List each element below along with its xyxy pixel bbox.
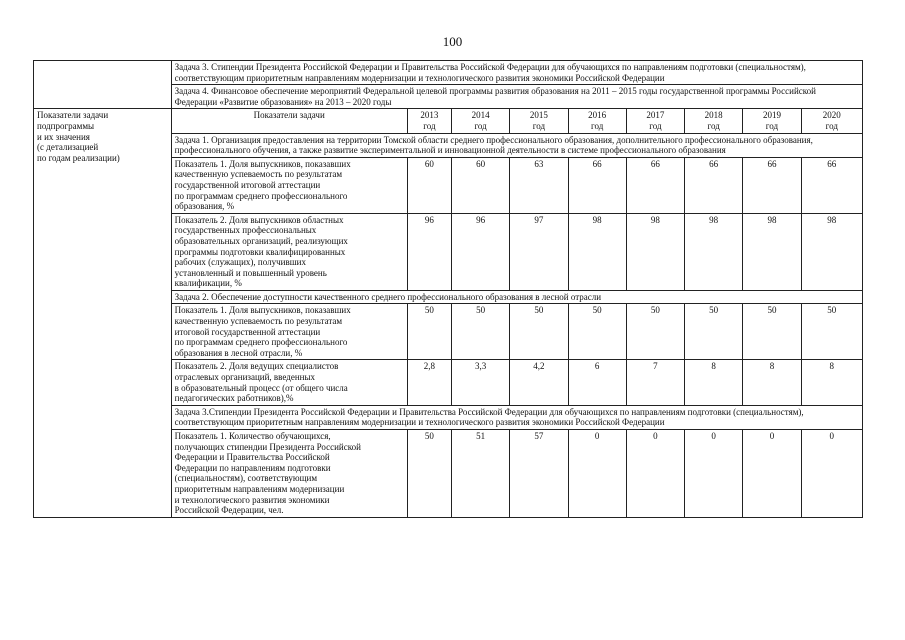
indicator-value: 98 (685, 213, 743, 290)
indicator-value: 98 (743, 213, 801, 290)
header-row (34, 109, 863, 133)
indicator-value: 66 (743, 157, 801, 213)
task-row (34, 61, 863, 85)
indicator-value: 60 (451, 157, 509, 213)
year-header (451, 109, 509, 133)
year-unit: год (649, 120, 662, 131)
indicator-value: 98 (568, 213, 626, 290)
indicator-value: 0 (626, 430, 684, 518)
indicator-value: 60 (407, 157, 451, 213)
year-header (510, 109, 568, 133)
indicator-value: 8 (801, 360, 862, 405)
task-title: Задача 3. Стипендии Президента Российской Федерации и Правительства Российской Федерации для обучающихся по направлениям подготовки (специальностям), соответствующим приоритетным направлениям модернизации и технологического развития экономики Российской Федерации (171, 61, 862, 85)
section-title: Задача 2. Обеспечение доступности качественного среднего профессионального образования в лесной отрасли (171, 290, 862, 304)
indicator-value: 96 (451, 213, 509, 290)
indicator-value: 96 (407, 213, 451, 290)
indicator-value: 8 (743, 360, 801, 405)
year-header (801, 109, 862, 133)
indicator-value: 50 (568, 304, 626, 360)
year-unit: год (474, 120, 487, 131)
year-unit: год (825, 120, 838, 131)
empty-label-cell (34, 61, 172, 109)
year-label: 2015 (529, 110, 548, 121)
year-header (568, 109, 626, 133)
indicator-value: 66 (626, 157, 684, 213)
indicator-value: 0 (801, 430, 862, 518)
year-header (626, 109, 684, 133)
year-label: 2020 (822, 110, 841, 121)
indicator-text: Показатель 1. Доля выпускников, показавших качественную успеваемость по результатам итоговой государственной аттестации по программам среднего профессионального образования в лесной отрасли, % (171, 304, 407, 360)
indicator-value: 57 (510, 430, 568, 518)
indicator-value: 6 (568, 360, 626, 405)
task-title: Задача 4. Финансовое обеспечение мероприятий Федеральной целевой программы развития образования на 2011 – 2015 годы государственной программы Российской Федерации «Развитие образования» на 2013 – 2020 годы (171, 85, 862, 109)
indicator-value: 0 (743, 430, 801, 518)
indicator-value: 98 (626, 213, 684, 290)
program-indicators-table (33, 60, 863, 518)
indicator-value: 0 (568, 430, 626, 518)
year-label: 2016 (588, 110, 607, 121)
indicator-value: 50 (685, 304, 743, 360)
year-unit: год (423, 120, 436, 131)
indicator-text: Показатель 1. Количество обучающихся, получающих стипендии Президента Российской Федерации и Правительства Российской Федерации по направлениям подготовки (специальностям), соответствующим приоритетным направлениям модернизации и технологического развития экономики Российской Федерации, чел. (171, 430, 407, 518)
indicator-value: 8 (685, 360, 743, 405)
indicator-value: 50 (626, 304, 684, 360)
section-title: Задача 3.Стипендии Президента Российской Федерации и Правительства Российской Федерации для обучающихся по направлениям подготовки (специальностям), соответствующим приоритетным направлениям модернизации и технологического развития экономики Российской Федерации (171, 405, 862, 429)
indicator-value: 66 (568, 157, 626, 213)
year-unit: год (591, 120, 604, 131)
indicator-value: 7 (626, 360, 684, 405)
year-label: 2013 (420, 110, 439, 121)
indicator-value: 0 (685, 430, 743, 518)
year-label: 2019 (762, 110, 781, 121)
indicator-value: 50 (510, 304, 568, 360)
indicator-value: 63 (510, 157, 568, 213)
year-label: 2018 (704, 110, 723, 121)
year-header (685, 109, 743, 133)
year-label: 2014 (471, 110, 490, 121)
indicators-header: Показатели задачи (171, 109, 407, 133)
section-title: Задача 1. Организация предоставления на территории Томской области среднего профессионального образования, дополнительного профессионального образования, профессионального обучения, а также развитие экспериментальной и инновационной деятельности в системе профессионального образования (171, 133, 862, 157)
indicator-value: 66 (685, 157, 743, 213)
indicator-value: 50 (407, 430, 451, 518)
page-number: 100 (442, 34, 463, 49)
left-label: Показатели задачи подпрограммы и их значения (с детализацией по годам реализации) (34, 109, 172, 517)
indicator-text: Показатель 2. Доля ведущих специалистов отраслевых организаций, введенных в образовательный процесс (от общего числа педагогических работников),% (171, 360, 407, 405)
indicator-value: 66 (801, 157, 862, 213)
indicator-value: 50 (801, 304, 862, 360)
year-unit: год (765, 120, 779, 131)
indicator-value: 50 (407, 304, 451, 360)
year-label: 2017 (646, 110, 665, 121)
year-unit: год (707, 120, 720, 131)
indicator-value: 3,3 (451, 360, 509, 405)
indicator-value: 98 (801, 213, 862, 290)
indicator-value: 51 (451, 430, 509, 518)
year-unit: год (532, 120, 546, 131)
year-header (407, 109, 451, 133)
indicator-text: Показатель 1. Доля выпускников, показавших качественную успеваемость по результатам государственной итоговой аттестации по программам среднего профессионального образования, % (171, 157, 407, 213)
indicator-value: 2,8 (407, 360, 451, 405)
indicator-value: 50 (451, 304, 509, 360)
indicator-value: 4,2 (510, 360, 568, 405)
indicator-value: 97 (510, 213, 568, 290)
indicator-text: Показатель 2. Доля выпускников областных государственных профессиональных образовательных организаций, реализующих программы подготовки квалифицированных рабочих (служащих), получивших установленный и повышенный уровень квалификации, % (171, 213, 407, 290)
year-header (743, 109, 801, 133)
indicator-value: 50 (743, 304, 801, 360)
